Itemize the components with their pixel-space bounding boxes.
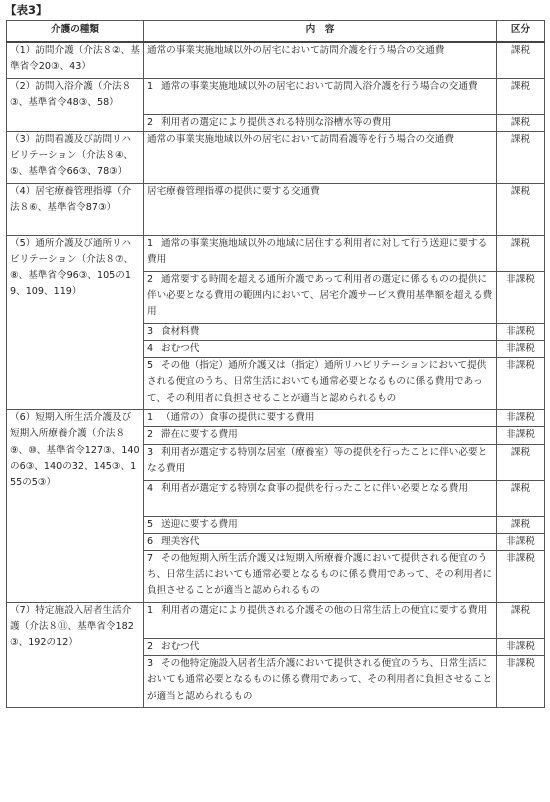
content-cell <box>144 42 497 78</box>
care-type-cell: （3）訪問看護及び訪問リハビリテーション（介法８④、⑤、基準省令66③、78③） <box>7 131 144 183</box>
item-text: 利用者の選定により提供される介護その他の日常生活上の便宜に要する費用 <box>161 604 488 616</box>
content-cell <box>144 516 497 533</box>
item-text: 送迎に要する費用 <box>161 518 238 530</box>
tax-category-cell: 課税 <box>497 444 545 480</box>
item-number: 4 <box>147 482 154 494</box>
table-body <box>7 42 545 708</box>
content-cell <box>144 427 497 444</box>
tax-category-cell: 課税 <box>497 131 545 183</box>
item-number: 3 <box>147 658 154 670</box>
item-number: 2 <box>147 640 154 652</box>
tax-category-cell: 非課税 <box>497 427 545 444</box>
item-text: その他（指定）通所介護又は（指定）通所リハビリテーションにおいて提供される便宜のうち、日常生活においても通常必要となるものに係る費用であって、その利用者に負担させることが適当と認められるもの <box>147 360 487 404</box>
tax-category-cell: 非課税 <box>497 358 545 410</box>
care-type-cell: （4）居宅療養管理指導（介法８⑥、基準省令87③） <box>7 183 144 235</box>
table-row <box>7 183 545 235</box>
header-content: 内 容 <box>144 21 497 43</box>
tax-category-cell: 課税 <box>497 78 545 114</box>
care-type-cell: （7）特定施設入居者生活介護（介法８⑪、基準省令182③、192の12） <box>7 602 144 707</box>
tax-category-cell: 非課税 <box>497 410 545 427</box>
item-number: 2 <box>147 273 154 285</box>
item-text: 通常の事業実施地域以外の居宅において訪問看護等を行う場合の交通費 <box>147 133 454 145</box>
content-cell <box>144 131 497 183</box>
item-number: 1 <box>147 237 154 249</box>
item-text: 通常の事業実施地域以外の居宅において訪問入浴介護を行う場合の交通費 <box>161 80 478 92</box>
care-type-cell: （1）訪問介護（介法８②、基準省令20③、43） <box>7 42 144 78</box>
content-cell <box>144 533 497 550</box>
tax-category-cell: 非課税 <box>497 533 545 550</box>
content-cell <box>144 114 497 131</box>
tax-category-cell: 課税 <box>497 183 545 235</box>
item-number: 1 <box>147 604 154 616</box>
item-number: 7 <box>147 552 154 564</box>
item-number: 1 <box>147 412 154 424</box>
tax-category-cell: 課税 <box>497 602 545 638</box>
item-text: その他短期入所生活介護又は短期入所療養介護において提供される便宜のうち、日常生活においても通常必要となるものに係る費用であって、その利用者に負担させることが適当と認められるもの <box>147 552 493 597</box>
care-services-table <box>6 20 545 708</box>
table-row <box>7 235 545 271</box>
content-cell <box>144 480 497 516</box>
item-number: 2 <box>147 429 154 441</box>
table-row <box>7 78 545 114</box>
item-number: 6 <box>147 535 154 547</box>
header-row <box>7 21 545 43</box>
item-text: おむつ代 <box>161 342 200 354</box>
header-type: 介護の種類 <box>7 21 144 43</box>
item-number: 4 <box>147 342 154 354</box>
care-type-cell: （5）通所介護及び通所リハビリテーション（介法８⑦、⑧、基準省令96③、105の19、109、119） <box>7 235 144 409</box>
content-cell <box>144 271 497 323</box>
content-cell <box>144 602 497 638</box>
tax-category-cell: 課税 <box>497 480 545 516</box>
item-number: 5 <box>147 518 154 530</box>
tax-category-cell: 非課税 <box>497 638 545 655</box>
item-text: 通常の事業実施地域以外の居宅において訪問介護を行う場合の交通費 <box>147 45 445 56</box>
tax-category-cell: 非課税 <box>497 271 545 323</box>
item-text: 食材料費 <box>161 325 200 337</box>
tax-category-cell: 非課税 <box>497 656 545 708</box>
content-cell <box>144 340 497 357</box>
tax-category-cell: 非課税 <box>497 323 545 340</box>
content-cell <box>144 323 497 340</box>
tax-category-cell: 非課税 <box>497 340 545 357</box>
table-row <box>7 131 545 183</box>
item-text: 利用者の選定により提供される特別な浴槽水等の費用 <box>161 116 392 128</box>
item-text: （通常の）食事の提供に要する費用 <box>161 412 315 424</box>
header-category: 区分 <box>497 21 545 43</box>
item-text: 利用者が選定する特別な食事の提供を行ったことに伴い必要となる費用 <box>161 482 468 494</box>
item-text: その他特定施設入居者生活介護において提供される便宜のうち、日常生活においても通常必要となるものに係る費用であって、その利用者に負担させることが適当と認められるもの <box>147 658 493 702</box>
item-number: 1 <box>147 80 154 92</box>
table-row <box>7 602 545 638</box>
content-cell <box>144 656 497 708</box>
content-cell <box>144 358 497 410</box>
content-cell <box>144 183 497 235</box>
item-number: 3 <box>147 446 154 458</box>
item-text: 理美容代 <box>161 535 200 547</box>
content-cell <box>144 78 497 114</box>
tax-category-cell: 課税 <box>497 114 545 131</box>
item-text: 通常の事業実施地域以外の地域に居住する利用者に対して行う送迎に要する費用 <box>147 237 488 265</box>
content-cell <box>144 550 497 602</box>
item-text: 居宅療養管理指導の提供に要する交通費 <box>147 185 320 197</box>
item-text: 利用者が選定する特別な居室（療養室）等の提供を行ったことに伴い必要となる費用 <box>147 446 488 474</box>
content-cell <box>144 444 497 480</box>
item-text: 通常要する時間を超える通所介護であって利用者の選定に係るものの提供に伴い必要となる費用の範囲内において、居宅介護サービス費用基準額を超える費用 <box>147 273 493 318</box>
content-cell <box>144 638 497 655</box>
item-text: 滞在に要する費用 <box>161 429 238 441</box>
tax-category-cell: 課税 <box>497 235 545 271</box>
table-row <box>7 42 545 78</box>
tax-category-cell: 非課税 <box>497 550 545 602</box>
tax-category-cell: 課税 <box>497 516 545 533</box>
document-label: 【表3】 <box>5 3 48 17</box>
tax-category-cell: 課税 <box>497 42 545 78</box>
item-number: 3 <box>147 325 154 337</box>
care-type-cell: （2）訪問入浴介護（介法８③、基準省令48③、58） <box>7 78 144 131</box>
content-cell <box>144 235 497 271</box>
item-number: 2 <box>147 116 154 128</box>
care-type-cell: （6）短期入所生活介護及び短期入所療養介護（介法８⑨、⑩、基準省令127③、140の6③、140の32、145③、155の5③） <box>7 410 144 603</box>
content-cell <box>144 410 497 427</box>
item-number: 5 <box>147 360 154 372</box>
table-row <box>7 410 545 427</box>
item-text: おむつ代 <box>161 640 200 652</box>
